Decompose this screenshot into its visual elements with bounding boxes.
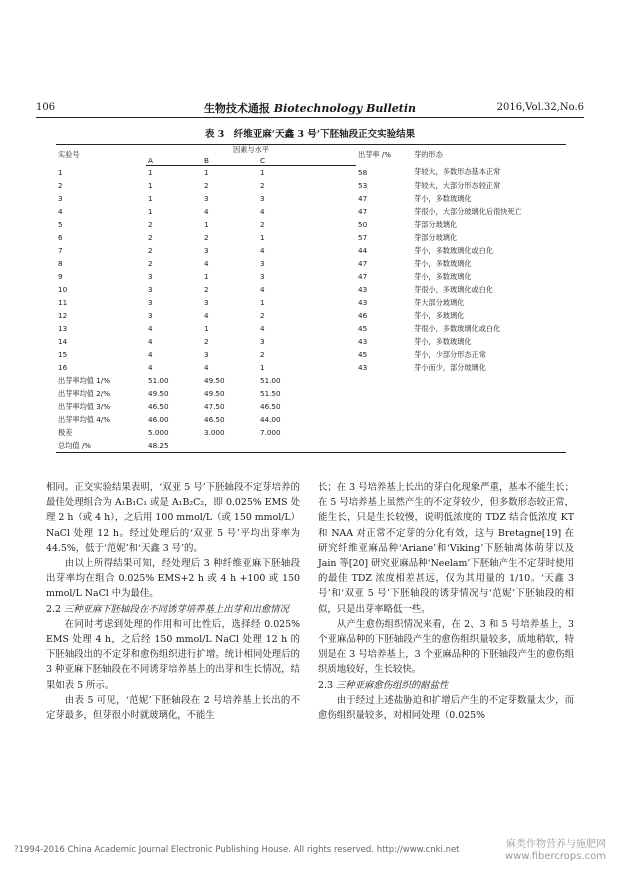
table-cell: 1 (260, 363, 265, 372)
table-cell: 2 (148, 259, 153, 268)
stats-row (56, 400, 566, 413)
table-row (56, 192, 566, 205)
stats-cell: 51.50 (260, 389, 281, 398)
stats-row (56, 439, 566, 453)
table-cell: 2 (204, 233, 209, 242)
copyright-notice (14, 845, 460, 855)
watermark-url: www.fibercrops.com (504, 851, 606, 862)
table-cell: 1 (58, 167, 63, 177)
table-cell: 47 (358, 194, 368, 203)
table-cell: 2 (260, 181, 265, 190)
table-cell: 47 (358, 207, 368, 216)
table-cell: 芽小，多数玻璃化 (414, 258, 472, 268)
table-cell: 芽小，多数玻璃化或白化 (414, 245, 494, 255)
table-cell: 芽部分玻璃化 (414, 232, 458, 242)
col-header-trial: 实验号 (56, 145, 146, 166)
stats-row (56, 387, 566, 400)
table-row (56, 283, 566, 296)
table-row (56, 179, 566, 192)
table-cell: 57 (358, 233, 368, 242)
table-cell: 4 (260, 246, 265, 255)
journal-title-en: Biotechnology Bulletin (273, 102, 417, 115)
table-row (56, 322, 566, 335)
stats-row (56, 374, 566, 387)
table-cell: 芽很小，多玻璃化或白化 (414, 284, 494, 294)
stats-cell: 极差 (58, 427, 73, 437)
right-column (318, 480, 574, 723)
table-row (56, 270, 566, 283)
table-cell: 43 (358, 285, 368, 294)
table-cell: 3 (148, 311, 153, 320)
table-cell: 1 (148, 181, 153, 190)
journal-title-cn: 生物技术通报 (203, 102, 270, 115)
table-row (56, 348, 566, 361)
table-cell: 13 (58, 324, 68, 333)
table-cell: 1 (148, 168, 153, 177)
stats-cell: 48.25 (146, 439, 202, 453)
stats-row (56, 413, 566, 426)
stats-cell: 49.50 (148, 389, 169, 398)
table-cell: 5 (58, 220, 63, 229)
volume-info: 2016,Vol.32,No.6 (496, 102, 584, 113)
stats-cell: 出芽率均值 3/% (58, 401, 111, 411)
section-title: 三种亚麻下胚轴段在不同诱芽培养基上出芽和出愈情况 (63, 603, 289, 615)
stats-cell: 46.00 (148, 415, 169, 424)
table-cell: 1 (204, 168, 209, 177)
stats-cell: 总均值 /% (56, 439, 146, 453)
stats-cell: 3.000 (204, 428, 225, 437)
col-header-c: C (258, 155, 356, 166)
table-row (56, 231, 566, 244)
left-column (46, 480, 300, 723)
table-cell: 4 (58, 207, 63, 216)
empty-cell (412, 374, 566, 387)
table-cell: 3 (260, 272, 265, 281)
table-cell: 53 (358, 181, 368, 190)
table-row (56, 296, 566, 309)
table-caption: 表 3 纤维亚麻‘天鑫 3 号’下胚轴段正交实验结果 (204, 129, 416, 140)
col-header-rate: 出芽率 /% (356, 145, 412, 166)
stats-cell: 47.50 (204, 402, 225, 411)
table-cell: 2 (204, 337, 209, 346)
table-cell: 2 (58, 181, 63, 190)
orthogonal-results-table (56, 144, 566, 453)
site-link[interactable]: http://www.cnki.net (376, 845, 460, 855)
paragraph: 由以上所得结果可知，经处理后 3 种纤维亚麻下胚轴段出芽率均在组合 0.025% EMS+2 h 或 4 h +100 或 150 mmol/L NaCl 中为最佳。 (46, 558, 300, 600)
table-cell: 1 (148, 194, 153, 203)
table-cell: 3 (260, 259, 265, 268)
table-cell: 芽小，多数玻璃化 (414, 193, 472, 203)
table-cell: 3 (58, 194, 63, 203)
stats-cell: 46.50 (148, 402, 169, 411)
table-cell: 58 (358, 167, 368, 177)
section-title: 三种亚麻愈伤组织的耐盐性 (335, 679, 449, 691)
table-cell: 15 (58, 350, 68, 359)
table-row (56, 244, 566, 257)
table-cell: 芽小，少部分形态正常 (414, 349, 486, 359)
table-cell: 1 (204, 220, 209, 229)
table-cell: 4 (204, 363, 209, 372)
paragraph: 从产生愈伤组织情况来看，在 2、3 和 5 号培养基上，3 个亚麻品种的下胚轴段产生的愈伤组织量较多，质地稍软，特别是在 3 号培养基上，3 个亚麻品种的下胚轴段产生的愈伤组织质地较好，生长较快。 (318, 618, 574, 676)
col-header-factors: 因素与水平 (146, 145, 356, 156)
table-row (56, 361, 566, 374)
table-row (56, 166, 566, 180)
paragraph: 长；在 3 号培养基上长出的芽白化现象严重，基本不能生长；在 5 号培养基上虽然产生的不定芽较少，但多数形态较正常，能生长，只是生长较慢，说明低浓度的 TDZ 结合低浓度 KT 和 NAA 对正常不定芽的分化有效，这与 Bretagne[19] 在研究纤维亚麻品种‘Ariane’和‘Viking’下胚轴离体萌芽以及 Jain 等[20] 研究亚麻品种‘Neelam’下胚轴产生不定芽时使用的最佳 TDZ 浓度相差甚远，仅为其用量的 1/10。‘天鑫 3 号’和‘双亚 5 号’下胚轴段的诱芽情况与‘范妮’下胚轴段的相似，只是出芽率略低一些。 (318, 482, 574, 615)
paragraph: 由表 5 可见，‘范妮’下胚轴段在 2 号培养基上长出的不定芽最多，但芽很小时就玻璃化，不能生 (46, 694, 300, 722)
table-cell: 4 (204, 207, 209, 216)
table-cell: 4 (260, 207, 265, 216)
table-cell: 芽大部分玻璃化 (414, 297, 465, 307)
table-row (56, 218, 566, 231)
table-cell: 2 (148, 233, 153, 242)
section-heading-2-2 (46, 602, 300, 617)
table-row (56, 257, 566, 270)
empty-cell (412, 439, 566, 453)
stats-cell: 44.00 (260, 415, 281, 424)
table-cell: 芽很小，大部分玻璃化后很快死亡 (414, 206, 522, 216)
table-cell: 43 (358, 298, 368, 307)
paragraph: 由于经过上述盐胁迫和扩增后产生的不定芽数量太少，而愈伤组织量较多，对相同处理（0.025% (318, 694, 574, 722)
stats-cell: 51.00 (148, 376, 169, 385)
table-cell: 4 (204, 259, 209, 268)
table-cell: 1 (260, 168, 265, 177)
table-cell: 芽较大，多数形态基本正常 (414, 167, 501, 177)
table-cell: 47 (358, 259, 368, 268)
section-number: 2.3 (318, 679, 333, 691)
table-cell: 2 (260, 220, 265, 229)
table-cell: 44 (358, 246, 368, 255)
table-row (56, 309, 566, 322)
table-cell: 8 (58, 259, 63, 268)
table-cell: 2 (148, 220, 153, 229)
table-cell: 芽小，多数玻璃化 (414, 271, 472, 281)
table-cell: 1 (148, 207, 153, 216)
stats-cell: 出芽率均值 1/% (58, 375, 111, 385)
empty-cell (412, 426, 566, 439)
table-cell: 14 (58, 337, 68, 346)
section-number: 2.2 (46, 603, 61, 615)
empty-cell (412, 387, 566, 400)
table-cell: 11 (58, 298, 68, 307)
stats-cell: 46.50 (204, 415, 225, 424)
table-cell: 9 (58, 272, 63, 281)
empty-cell (356, 426, 412, 439)
stats-cell: 49.50 (204, 376, 225, 385)
table-cell: 46 (358, 311, 368, 320)
stats-cell: 46.50 (260, 402, 281, 411)
table-cell: 2 (260, 311, 265, 320)
table-cell: 2 (204, 181, 209, 190)
table-cell: 2 (260, 350, 265, 359)
stats-cell (202, 439, 258, 453)
table-cell: 2 (148, 246, 153, 255)
page-number: 106 (36, 102, 56, 113)
table-cell: 7 (58, 246, 63, 255)
table-cell: 4 (260, 285, 265, 294)
empty-cell (412, 413, 566, 426)
table-cell: 43 (358, 337, 368, 346)
table-cell: 12 (58, 311, 68, 320)
col-header-b: B (202, 155, 258, 166)
empty-cell (356, 413, 412, 426)
table-cell: 6 (58, 233, 63, 242)
empty-cell (356, 387, 412, 400)
stats-cell: 出芽率均值 2/% (58, 388, 111, 398)
table-cell: 4 (148, 324, 153, 333)
table-cell: 4 (204, 311, 209, 320)
table-cell: 芽小，多数玻璃化 (414, 336, 472, 346)
table-row (56, 335, 566, 348)
table-cell: 3 (204, 246, 209, 255)
table-cell: 1 (204, 272, 209, 281)
stats-cell: 5.000 (148, 428, 169, 437)
table-cell: 4 (260, 324, 265, 333)
header-rule (36, 117, 584, 118)
stats-cell: 51.00 (260, 376, 281, 385)
watermark-cn: 麻类作物营养与施肥网 (506, 839, 606, 850)
empty-cell (412, 400, 566, 413)
paragraph: 在同时考虑到处理的作用和可比性后，选择经 0.025% EMS 处理 4 h，之后经 150 mmol/L NaCl 处理 12 h 的下胚轴段出的不定芽和愈伤组织进行扩增。统计相同处理后的 3 种亚麻下胚轴段在不同诱芽培养基上的出芽和生长情况，结果如表 5 所示。 (46, 618, 300, 691)
table-cell: 3 (260, 194, 265, 203)
table-cell: 16 (58, 363, 68, 372)
table-cell: 3 (204, 298, 209, 307)
table-cell: 3 (260, 337, 265, 346)
table-cell: 1 (260, 298, 265, 307)
stats-cell (258, 439, 356, 453)
col-header-form: 芽的形态 (412, 145, 566, 166)
empty-cell (356, 374, 412, 387)
table-cell: 芽小而少，部分玻璃化 (414, 362, 486, 372)
table-cell: 3 (204, 194, 209, 203)
stats-cell: 出芽率均值 4/% (58, 414, 111, 424)
table-cell: 芽较大，大部分形态较正常 (414, 180, 501, 190)
empty-cell (356, 400, 412, 413)
table-cell: 3 (148, 272, 153, 281)
table-cell: 2 (204, 285, 209, 294)
table-cell: 50 (358, 220, 368, 229)
section-heading-2-3 (318, 678, 574, 693)
copyright-text: ?1994-2016 China Academic Journal Electronic Publishing House. All rights reserved. (14, 845, 374, 855)
table-cell: 芽部分玻璃化 (414, 219, 458, 229)
stats-cell: 7.000 (260, 428, 281, 437)
paragraph: 相同。正交实验结果表明，‘双亚 5 号’下胚轴段不定芽培养的最佳处理组合为 A₁B₁C₁ 或是 A₁B₂C₂，即 0.025% EMS 处理 2 h（或 4 h），之后用 100 mmol/L（或 150 mmol/L）NaCl 处理 12 h。经过处理后的‘双亚 5 号’平均出芽率为 44.5%，低于‘范妮’和‘天鑫 3 号’的。 (46, 482, 300, 554)
watermark (505, 839, 606, 863)
table-cell: 3 (148, 298, 153, 307)
table-cell: 1 (260, 233, 265, 242)
table-row (56, 205, 566, 218)
table-cell: 43 (358, 363, 368, 372)
col-header-a: A (146, 155, 202, 166)
table-cell: 3 (204, 350, 209, 359)
table-cell: 1 (204, 324, 209, 333)
table-cell: 4 (148, 337, 153, 346)
table-cell: 47 (358, 272, 368, 281)
table-cell: 4 (148, 350, 153, 359)
running-header (36, 100, 584, 116)
table-cell: 3 (148, 285, 153, 294)
table-cell: 芽小，多玻璃化 (414, 310, 465, 320)
table-cell: 4 (148, 363, 153, 372)
table-cell: 45 (358, 324, 368, 333)
table-cell: 10 (58, 285, 68, 294)
table-cell: 45 (358, 350, 368, 359)
empty-cell (356, 439, 412, 453)
table-cell: 芽很小，多数玻璃化或白化 (414, 323, 501, 333)
stats-cell: 49.50 (204, 389, 225, 398)
stats-row (56, 426, 566, 439)
